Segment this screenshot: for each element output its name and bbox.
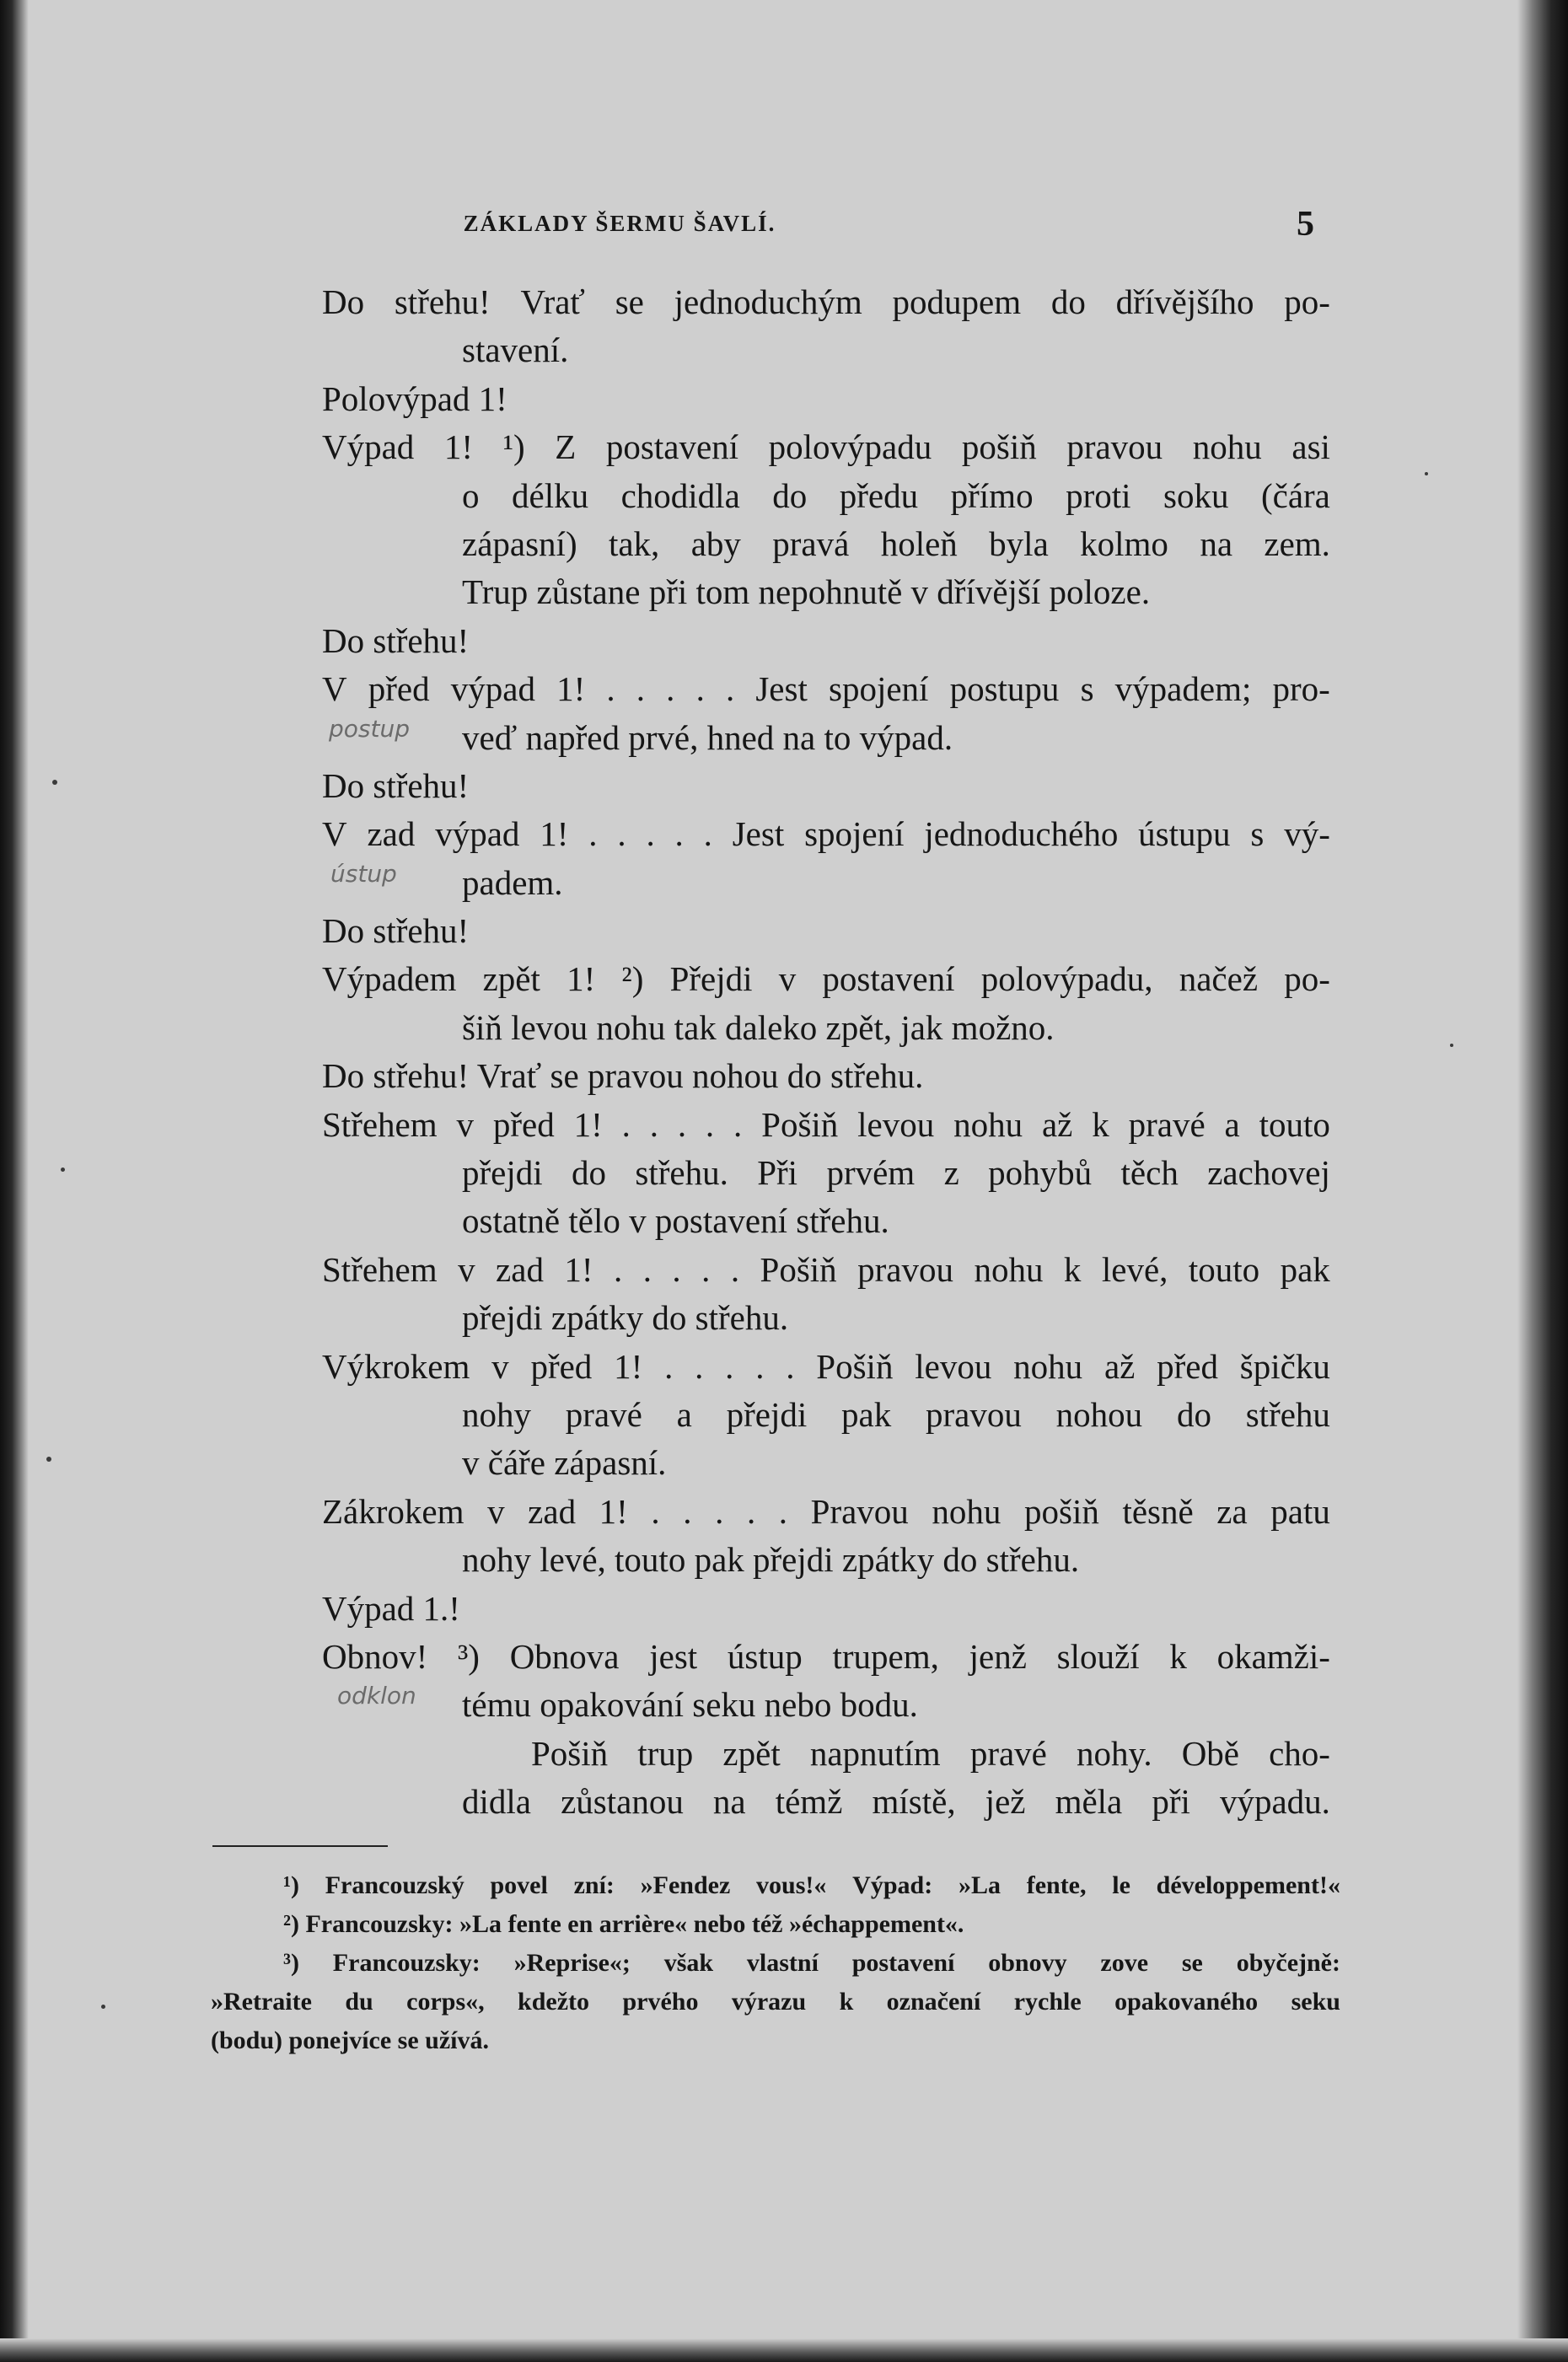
text-line (322, 1778, 1330, 1826)
margin-handwriting: ústup (330, 860, 397, 888)
word: V (322, 669, 347, 709)
word: zem. (1264, 523, 1330, 563)
word: před (1157, 1346, 1218, 1386)
word: . (646, 814, 655, 854)
footnote-line (211, 1983, 1340, 2021)
word: zpět (482, 959, 540, 999)
word: soku (1163, 475, 1229, 515)
word: 1! (573, 1104, 603, 1144)
text-line (322, 1633, 1330, 1681)
word: . (588, 814, 598, 854)
word: témž (775, 1782, 843, 1822)
word: ústup (727, 1636, 803, 1676)
page-number: 5 (1297, 205, 1314, 244)
word: obnovy (988, 1949, 1067, 1977)
dust-speck (101, 2005, 105, 2009)
word: slouží (1056, 1636, 1140, 1676)
word: touto (1188, 1249, 1260, 1289)
word: ³) (283, 1949, 299, 1977)
word: fente, (1026, 1871, 1087, 1899)
word: se (615, 282, 644, 321)
word: pravou (1066, 427, 1163, 467)
dust-speck (52, 780, 57, 785)
word: . (755, 1346, 765, 1386)
word: za (1216, 1491, 1248, 1531)
word: opakovaného (1114, 1988, 1259, 2016)
word: před (368, 669, 430, 709)
word: . (642, 1249, 652, 1289)
word: Francouzský (325, 1871, 464, 1899)
word: Obě (1181, 1733, 1239, 1773)
word: označení (886, 1988, 981, 2016)
word: jest (649, 1636, 698, 1676)
word: do (772, 475, 808, 515)
word: v (778, 959, 797, 999)
text-line (322, 955, 1330, 1003)
word: Pošiň (531, 1733, 609, 1773)
word: . (695, 1346, 704, 1386)
word: chodidla (620, 475, 740, 515)
word: ²) (621, 959, 644, 999)
word: spojení (804, 814, 905, 854)
word: Výpad: (852, 1871, 933, 1899)
word: Při (757, 1153, 798, 1193)
word: »Reprise«; (513, 1949, 631, 1977)
text-line: stavení. (462, 330, 569, 370)
word: pohybů (988, 1153, 1093, 1193)
word: v (458, 1249, 475, 1289)
word: aby (690, 523, 741, 563)
word: . (649, 1104, 658, 1144)
word: do (572, 1153, 607, 1193)
word: »Retraite (211, 1988, 312, 2016)
word: . (705, 1104, 715, 1144)
word: ³) (458, 1636, 480, 1676)
word: Pravou (810, 1491, 909, 1531)
word: pro- (1272, 669, 1330, 709)
word: zápasní) (462, 523, 577, 563)
word: vý- (1284, 814, 1330, 854)
text-line: ostatně tělo v postavení střehu. (462, 1201, 889, 1241)
word: v (487, 1491, 505, 1531)
word: pošiň (961, 427, 1037, 467)
word: těch (1120, 1153, 1179, 1193)
word: du (345, 1988, 373, 2016)
word: kdežto (518, 1988, 590, 2016)
word: Výpad (322, 427, 415, 467)
text-line: v čáře zápasní. (462, 1443, 667, 1483)
word: napnutím (809, 1733, 941, 1773)
word: pravou (857, 1249, 953, 1289)
word: Střehem (322, 1249, 438, 1289)
text-line: šiň levou nohu tak daleko zpět, jak možno. (462, 1007, 1055, 1047)
word: postavení (605, 427, 739, 467)
text-line (322, 1246, 1330, 1294)
text-line: Do střehu! (322, 765, 470, 805)
text-line: přejdi zpátky do střehu. (462, 1298, 789, 1338)
word: patu (1270, 1491, 1330, 1531)
word: těsně (1122, 1491, 1194, 1531)
word: v (491, 1346, 509, 1386)
word: . (786, 1346, 795, 1386)
word: do (1176, 1394, 1211, 1434)
footnote-divider (212, 1845, 388, 1847)
word: Do (322, 282, 365, 321)
text-line: veď napřed prvé, hned na to výpad. (462, 717, 953, 757)
word: zachovej (1207, 1153, 1330, 1193)
word: dřívějšího (1115, 282, 1254, 321)
footnote-line (211, 1944, 1340, 1983)
text-line (322, 1391, 1330, 1439)
text-line (322, 1488, 1330, 1536)
word: corps«, (406, 1988, 485, 2016)
word: pravá (772, 523, 850, 563)
word: didla (462, 1782, 531, 1822)
running-title: ZÁKLADY ŠERMU ŠAVLÍ. (463, 211, 776, 236)
word: nohu (932, 1491, 1001, 1531)
word: vous!« (756, 1871, 827, 1899)
word: v (456, 1104, 474, 1144)
body-text (322, 278, 1330, 1827)
word: a (676, 1394, 692, 1434)
word: (čára (1260, 475, 1330, 515)
word: cho- (1269, 1733, 1330, 1773)
word: »Fendez (640, 1871, 731, 1899)
dust-speck (1425, 472, 1428, 475)
word: . (606, 669, 615, 709)
word: střehu! (394, 282, 491, 321)
word: . (733, 1104, 743, 1144)
word: Obnova (509, 1636, 620, 1676)
word: 1! (567, 959, 596, 999)
word: měla (1055, 1782, 1123, 1822)
word: až (1104, 1346, 1136, 1386)
text-line (322, 423, 1330, 471)
word: okamži- (1216, 1636, 1330, 1676)
word: pošiň (1023, 1491, 1099, 1531)
word: zní: (573, 1871, 615, 1899)
word: asi (1291, 427, 1330, 467)
word: zove (1100, 1949, 1149, 1977)
word: . (703, 814, 712, 854)
word: trupem, (832, 1636, 939, 1676)
word: prvém (826, 1153, 916, 1193)
word: obyčejně: (1236, 1949, 1340, 1977)
word: pravé (1128, 1104, 1206, 1144)
word: Střehem (322, 1104, 438, 1144)
word: . (617, 814, 626, 854)
word: k (1092, 1104, 1109, 1144)
word: levé, (1101, 1249, 1168, 1289)
word: však (663, 1949, 714, 1977)
word: . (683, 1491, 692, 1531)
margin-handwriting: odklon (337, 1682, 416, 1710)
word: nohu (1192, 427, 1262, 467)
word: . (695, 669, 705, 709)
word: . (778, 1491, 788, 1531)
word: holeň (880, 523, 958, 563)
word: po- (1284, 282, 1330, 321)
word: . (677, 1104, 687, 1144)
word: zad (367, 814, 416, 854)
word: ¹) (283, 1871, 299, 1899)
word: na (1200, 523, 1233, 563)
word: . (746, 1491, 756, 1531)
word: nohy. (1076, 1733, 1152, 1773)
word: . (614, 1249, 623, 1289)
word: seku (1291, 1988, 1340, 2016)
footnote-line: ²) Francouzsky: »La fente en arrière« nebo též »échappement«. (283, 1910, 964, 1938)
word: . (725, 1346, 734, 1386)
word: Jest (755, 669, 808, 709)
dust-speck (61, 1168, 65, 1172)
word: povel (490, 1871, 548, 1899)
word: 1! (443, 427, 474, 467)
word: před (530, 1346, 593, 1386)
word: ¹) (502, 427, 525, 467)
word: při (1152, 1782, 1190, 1822)
word: přímo (950, 475, 1034, 515)
word: le (1112, 1871, 1130, 1899)
word: nohu (974, 1249, 1044, 1289)
text-line (322, 1730, 1330, 1778)
word: jenž (969, 1636, 1027, 1676)
word: . (664, 1346, 674, 1386)
dust-speck (1450, 1044, 1453, 1047)
footnote-line: (bodu) ponejvíce se užívá. (211, 2026, 489, 2054)
word: . (672, 1249, 681, 1289)
footnote-line (211, 1866, 1340, 1905)
word: nohou (1055, 1394, 1143, 1434)
word: pravé (969, 1733, 1047, 1773)
word: špičku (1239, 1346, 1330, 1386)
word: Francouzsky: (332, 1949, 481, 1977)
word: rychle (1013, 1988, 1082, 2016)
word: »La (958, 1871, 1001, 1899)
text-line (322, 1101, 1330, 1149)
word: jednoduchým (674, 282, 862, 321)
word: zad (496, 1249, 544, 1289)
word: Zákrokem (322, 1491, 464, 1531)
word: postupu (949, 669, 1060, 709)
word: výpad (435, 814, 520, 854)
word: výpad (450, 669, 535, 709)
word: výpadu. (1219, 1782, 1330, 1822)
word: zůstanou (561, 1782, 684, 1822)
word: pak (1280, 1249, 1330, 1289)
word: jež (985, 1782, 1026, 1822)
word: ústupu (1138, 814, 1231, 854)
word: po- (1284, 959, 1330, 999)
word: . (730, 1249, 740, 1289)
word: Vrať (520, 282, 585, 321)
word: trup (637, 1733, 694, 1773)
text-line (322, 472, 1330, 520)
word: pravé (565, 1394, 642, 1434)
word: Pošiň (760, 1249, 837, 1289)
word: polovýpadu, (980, 959, 1153, 999)
text-line: tému opakování seku nebo bodu. (462, 1685, 918, 1725)
word: 1! (614, 1346, 643, 1386)
word: 1! (540, 814, 569, 854)
word: s (1250, 814, 1265, 854)
footnotes (211, 1866, 1340, 2060)
word: střehu (1245, 1394, 1330, 1434)
word: z (943, 1153, 959, 1193)
word: . (666, 669, 675, 709)
text-line (322, 1343, 1330, 1391)
word: . (715, 1491, 724, 1531)
text-line (322, 665, 1330, 713)
word: Přejdi (669, 959, 753, 999)
word: do (1050, 282, 1086, 321)
word: Z (555, 427, 577, 467)
word: načež (1179, 959, 1259, 999)
word: nohu (953, 1104, 1023, 1144)
word: byla (989, 523, 1049, 563)
word: Pošiň (761, 1104, 839, 1144)
word: V (322, 814, 347, 854)
word: Obnov! (322, 1636, 428, 1676)
word: jednoduchého (924, 814, 1119, 854)
word: kolmo (1080, 523, 1168, 563)
text-line (322, 810, 1330, 858)
word: polovýpadu (768, 427, 932, 467)
dust-speck (46, 1457, 51, 1462)
word: . (674, 814, 684, 854)
word: touto (1259, 1104, 1330, 1144)
word: před (492, 1104, 555, 1144)
word: předu (839, 475, 919, 515)
text-line: Trup zůstane při tom nepohnutě v dřívější poloze. (462, 572, 1151, 612)
word: vlastní (746, 1949, 819, 1977)
text-line: Výpad 1.! (322, 1588, 460, 1628)
word: proti (1066, 475, 1131, 515)
word: k (839, 1988, 854, 2016)
word: Jest (732, 814, 785, 854)
text-line: padem. (462, 862, 563, 902)
word: Pošiň (816, 1346, 894, 1386)
word: pravou (926, 1394, 1022, 1434)
word: 1! (599, 1491, 628, 1531)
word: . (651, 1491, 660, 1531)
word: 1! (564, 1249, 593, 1289)
word: zad (528, 1491, 577, 1531)
word: nohu (1013, 1346, 1083, 1386)
word: nohy (462, 1394, 531, 1434)
text-line: Do střehu! (322, 911, 470, 951)
word: tak, (608, 523, 660, 563)
word: pak (841, 1394, 892, 1434)
word: Výkrokem (322, 1346, 470, 1386)
text-line: Do střehu! Vrať se pravou nohou do střehu. (322, 1056, 924, 1096)
word: postavení (822, 959, 955, 999)
word: střehu. (635, 1153, 728, 1193)
word: développement!« (1156, 1871, 1340, 1899)
word: . (636, 669, 646, 709)
text-line (322, 278, 1330, 326)
word: . (725, 669, 735, 709)
word: místě, (872, 1782, 956, 1822)
word: k (1063, 1249, 1082, 1289)
word: zpět (722, 1733, 781, 1773)
word: postavení (851, 1949, 955, 1977)
word: na (712, 1782, 746, 1822)
word: o (462, 475, 480, 515)
word: prvého (622, 1988, 699, 2016)
margin-handwriting: postup (329, 715, 410, 743)
word: přejdi (726, 1394, 808, 1434)
word: podupem (892, 282, 1022, 321)
word: přejdi (462, 1153, 543, 1193)
text-line (322, 1149, 1330, 1197)
word: až (1041, 1104, 1073, 1144)
word: 1! (556, 669, 586, 709)
text-line: Polovýpad 1! (322, 378, 507, 418)
word: spojení (828, 669, 929, 709)
word: délku (512, 475, 589, 515)
text-line: nohy levé, touto pak přejdi zpátky do střehu. (462, 1540, 1080, 1580)
word: . (701, 1249, 711, 1289)
word: . (621, 1104, 631, 1144)
text-line (322, 520, 1330, 568)
word: s (1080, 669, 1094, 709)
word: a (1224, 1104, 1240, 1144)
word: se (1181, 1949, 1203, 1977)
text-line: Do střehu! (322, 620, 470, 660)
word: Výpadem (322, 959, 457, 999)
word: k (1169, 1636, 1187, 1676)
word: levou (915, 1346, 992, 1386)
word: výrazu (731, 1988, 807, 2016)
word: výpadem; (1114, 669, 1252, 709)
word: levou (857, 1104, 935, 1144)
